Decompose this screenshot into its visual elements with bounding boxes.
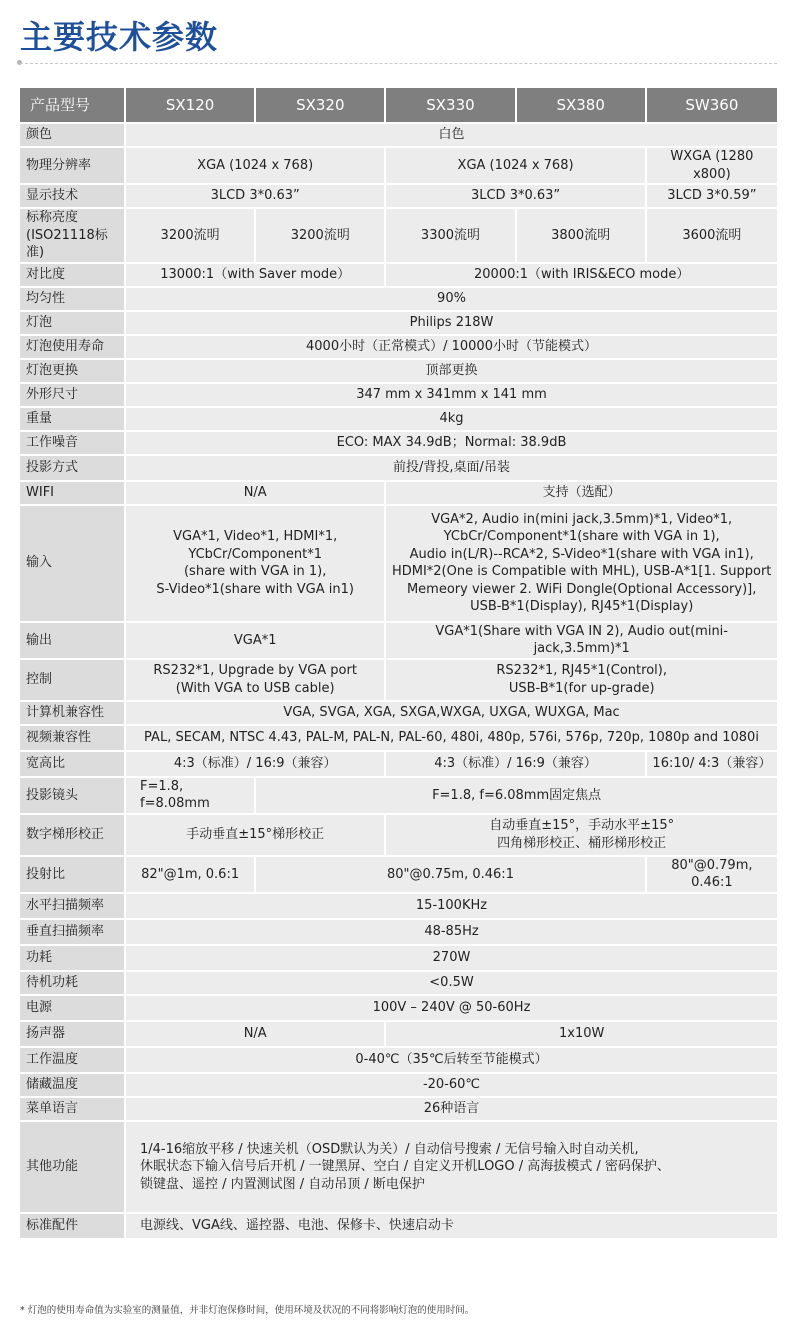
spec-value: F=1.8, f=6.08mm固定焦点 [256, 778, 777, 813]
spec-value: N/A [126, 1022, 386, 1046]
spec-row [20, 124, 777, 146]
spec-row [20, 384, 777, 406]
spec-value: 支持（选配） [386, 482, 777, 504]
spec-value: XGA (1024 x 768) [386, 148, 646, 183]
spec-label: 灯泡 [20, 312, 126, 334]
spec-row [20, 752, 777, 776]
spec-label: 标准配件 [20, 1214, 126, 1238]
spec-label: 计算机兼容性 [20, 702, 126, 724]
spec-value: 347 mm x 341mm x 141 mm [126, 384, 777, 406]
spec-row [20, 778, 777, 813]
spec-value: 13000:1（with Saver mode） [126, 264, 386, 286]
spec-label: 灯泡更换 [20, 360, 126, 382]
spec-value: 100V – 240V @ 50-60Hz [126, 996, 777, 1020]
title-divider [20, 63, 777, 64]
spec-label: 颜色 [20, 124, 126, 146]
spec-row [20, 456, 777, 480]
spec-row [20, 432, 777, 454]
spec-row [20, 1074, 777, 1096]
spec-value: 270W [126, 946, 777, 970]
spec-value: 1/4-16缩放平移 / 快速关机（OSD默认为关）/ 自动信号搜索 / 无信号输入时自动关机, 休眠状态下输入信号后开机 / 一键黑屏、空白 / 自定义开机LOGO / 高海拔模式 / 密码保护、 锁键盘、遥控 / 内置测试图 / 自动吊顶 / 断电保护 [126, 1122, 777, 1212]
header-row [20, 88, 777, 122]
spec-value: ECO: MAX 34.9dB；Normal: 38.9dB [126, 432, 777, 454]
spec-value: 80"@0.79m, 0.46:1 [647, 857, 777, 892]
spec-label: 重量 [20, 408, 126, 430]
spec-row [20, 506, 777, 621]
spec-value: 4kg [126, 408, 777, 430]
spec-label: 均匀性 [20, 288, 126, 310]
spec-row [20, 815, 777, 855]
spec-value: 4000小时（正常模式）/ 10000小时（节能模式） [126, 336, 777, 358]
spec-label: 工作噪音 [20, 432, 126, 454]
spec-value: 前投/背投,桌面/吊装 [126, 456, 777, 480]
spec-row [20, 482, 777, 504]
spec-value: WXGA (1280 x800) [647, 148, 777, 183]
spec-label: 宽高比 [20, 752, 126, 776]
spec-label: 水平扫描频率 [20, 894, 126, 918]
spec-label: 标称亮度 (ISO21118标准) [20, 209, 126, 262]
spec-value: 顶部更换 [126, 360, 777, 382]
spec-row [20, 946, 777, 970]
spec-label: 外形尺寸 [20, 384, 126, 406]
spec-value: 3600流明 [647, 209, 777, 262]
spec-value: 手动垂直±15°梯形校正 [126, 815, 386, 855]
spec-value: 16:10/ 4:3（兼容） [647, 752, 777, 776]
spec-row [20, 1048, 777, 1072]
spec-value: <0.5W [126, 972, 777, 994]
spec-row [20, 623, 777, 658]
spec-label: 投影镜头 [20, 778, 126, 813]
spec-label: 储藏温度 [20, 1074, 126, 1096]
spec-value: XGA (1024 x 768) [126, 148, 386, 183]
spec-value: RS232*1, RJ45*1(Control), USB-B*1(for up-grade) [386, 660, 777, 700]
spec-value: 4:3（标准）/ 16:9（兼容） [386, 752, 646, 776]
spec-row [20, 185, 777, 207]
spec-row [20, 264, 777, 286]
spec-label: 灯泡使用寿命 [20, 336, 126, 358]
header-cell-model: SX380 [517, 88, 647, 122]
spec-value: 自动垂直±15°，手动水平±15° 四角梯形校正、桶形梯形校正 [386, 815, 777, 855]
spec-row [20, 148, 777, 183]
spec-row [20, 894, 777, 918]
header-cell-model: SX320 [256, 88, 386, 122]
spec-value: 1x10W [386, 1022, 777, 1046]
spec-value: 3200流明 [126, 209, 256, 262]
spec-label: 其他功能 [20, 1122, 126, 1212]
spec-label: 输出 [20, 623, 126, 658]
spec-row [20, 360, 777, 382]
spec-value: 3300流明 [386, 209, 516, 262]
header-cell-model: SW360 [647, 88, 777, 122]
spec-label: 显示技术 [20, 185, 126, 207]
spec-row [20, 920, 777, 944]
spec-value: RS232*1, Upgrade by VGA port (With VGA to USB cable) [126, 660, 386, 700]
spec-value: -20-60℃ [126, 1074, 777, 1096]
spec-value: F=1.8, f=8.08mm [126, 778, 256, 813]
spec-label: 数字梯形校正 [20, 815, 126, 855]
spec-row [20, 288, 777, 310]
spec-value: VGA*1 [126, 623, 386, 658]
spec-row [20, 857, 777, 892]
spec-value: 80"@0.75m, 0.46:1 [256, 857, 647, 892]
spec-value: 82"@1m, 0.6:1 [126, 857, 256, 892]
spec-row [20, 1022, 777, 1046]
spec-label: 扬声器 [20, 1022, 126, 1046]
spec-value: 15-100KHz [126, 894, 777, 918]
spec-label: 投影方式 [20, 456, 126, 480]
spec-value: VGA*1, Video*1, HDMI*1, YCbCr/Component*1 (share with VGA in 1), S-Video*1(share with VGA in1) [126, 506, 386, 621]
spec-value: 4:3（标准）/ 16:9（兼容） [126, 752, 386, 776]
spec-value: 电源线、VGA线、遥控器、电池、保修卡、快速启动卡 [126, 1214, 777, 1238]
spec-value: 90% [126, 288, 777, 310]
spec-value: 48-85Hz [126, 920, 777, 944]
spec-label: 功耗 [20, 946, 126, 970]
header-cell-model: SX120 [126, 88, 256, 122]
spec-label: 控制 [20, 660, 126, 700]
spec-row [20, 1098, 777, 1120]
spec-row [20, 312, 777, 334]
spec-label: WIFI [20, 482, 126, 504]
spec-label: 工作温度 [20, 1048, 126, 1072]
spec-value: 3LCD 3*0.63” [126, 185, 386, 207]
spec-row [20, 1122, 777, 1212]
spec-row [20, 1214, 777, 1238]
spec-value: 3200流明 [256, 209, 386, 262]
spec-row [20, 726, 777, 750]
spec-label: 物理分辨率 [20, 148, 126, 183]
spec-value: 3800流明 [517, 209, 647, 262]
spec-row [20, 209, 777, 262]
spec-value: VGA*2, Audio in(mini jack,3.5mm)*1, Video*1, YCbCr/Component*1(share with VGA in 1), Audio in(L/R)--RCA*2, S-Video*1(share with VGA in1), HDMI*2(One is Compatible with MHL), USB-A*1[1. Support Memeory viewer 2. WiFi Dongle(Optional Accessory)], USB-B*1(Display), RJ45*1(Display) [386, 506, 777, 621]
spec-value: Philips 218W [126, 312, 777, 334]
spec-value: 3LCD 3*0.63” [386, 185, 646, 207]
spec-label: 菜单语言 [20, 1098, 126, 1120]
spec-value: VGA*1(Share with VGA IN 2), Audio out(mini-jack,3.5mm)*1 [386, 623, 777, 658]
header-cell-model-label: 产品型号 [20, 88, 126, 122]
page-title: 主要技术参数 [20, 18, 219, 56]
spec-label: 视频兼容性 [20, 726, 126, 750]
spec-table-body [20, 124, 777, 1238]
spec-value: N/A [126, 482, 386, 504]
spec-row [20, 660, 777, 700]
spec-value: 0-40℃（35℃后转至节能模式） [126, 1048, 777, 1072]
spec-value: PAL, SECAM, NTSC 4.43, PAL-M, PAL-N, PAL-60, 480i, 480p, 576i, 576p, 720p, 1080p and 1080i [126, 726, 777, 750]
spec-label: 待机功耗 [20, 972, 126, 994]
spec-value: 白色 [126, 124, 777, 146]
spec-row [20, 996, 777, 1020]
header-cell-model: SX330 [386, 88, 516, 122]
spec-row [20, 408, 777, 430]
spec-value: VGA, SVGA, XGA, SXGA,WXGA, UXGA, WUXGA, Mac [126, 702, 777, 724]
spec-table [20, 86, 777, 1240]
spec-value: 3LCD 3*0.59” [647, 185, 777, 207]
spec-label: 对比度 [20, 264, 126, 286]
spec-label: 投射比 [20, 857, 126, 892]
spec-row [20, 702, 777, 724]
spec-row [20, 336, 777, 358]
spec-label: 输入 [20, 506, 126, 621]
footnote: * 灯泡的使用寿命值为实验室的测量值，并非灯泡保修时间，使用环境及状况的不同将影响灯泡的使用时间。 [20, 1305, 475, 1316]
spec-label: 垂直扫描频率 [20, 920, 126, 944]
spec-value: 20000:1（with IRIS&ECO mode） [386, 264, 777, 286]
spec-row [20, 972, 777, 994]
spec-label: 电源 [20, 996, 126, 1020]
spec-value: 26种语言 [126, 1098, 777, 1120]
